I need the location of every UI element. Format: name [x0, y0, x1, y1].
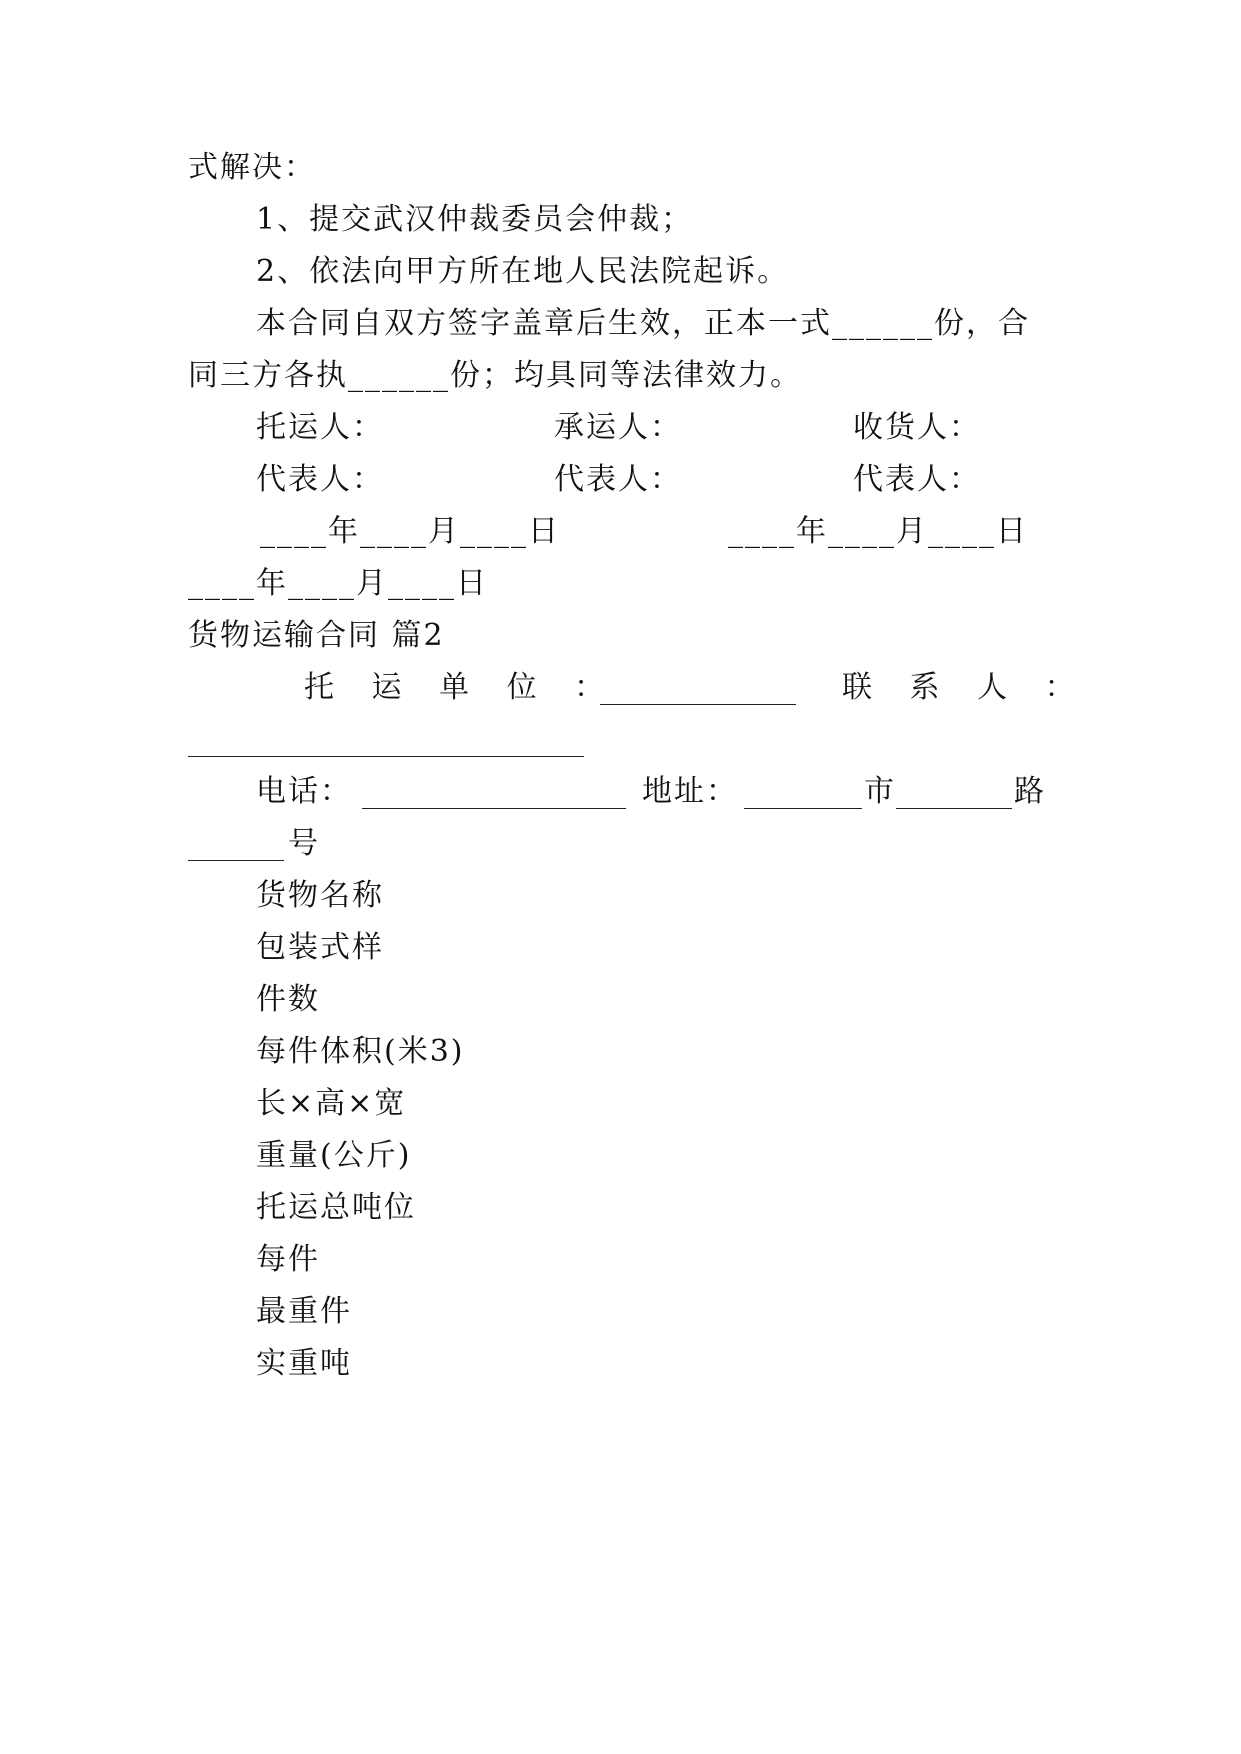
shipper-label: 托运人： — [256, 410, 384, 445]
contact-person-label: 联 系 人 ： — [842, 670, 1089, 705]
list-item-lawsuit: 2、依法向甲方所在地人民法院起诉。 — [256, 254, 790, 289]
carrier-label: 承运人： — [554, 410, 682, 445]
address-city-blank — [744, 808, 862, 809]
field-dimensions: 长×高×宽 — [256, 1086, 407, 1121]
address-city-suffix: 市 — [864, 774, 896, 809]
shipper-unit-blank — [600, 704, 796, 705]
phone-label: 电话： — [256, 774, 352, 809]
list-item-arbitration: 1、提交武汉仲裁委员会仲裁； — [256, 202, 694, 237]
consignee-representative-label: 代表人： — [853, 462, 981, 497]
address-road-suffix: 路 — [1014, 774, 1046, 809]
field-heaviest-piece: 最重件 — [256, 1294, 352, 1329]
address-road-blank — [896, 808, 1012, 809]
field-piece-count: 件数 — [256, 982, 320, 1017]
field-total-tonnage: 托运总吨位 — [256, 1190, 416, 1225]
field-packaging: 包装式样 — [256, 930, 384, 965]
shipper-unit-label: 托 运 单 位 ： — [304, 670, 619, 705]
field-per-piece: 每件 — [256, 1242, 320, 1277]
shipper-date-line: ____年____月____日 — [260, 514, 560, 549]
consignee-label: 收货人： — [853, 410, 981, 445]
field-actual-tons: 实重吨 — [256, 1346, 352, 1381]
field-volume-per-piece: 每件体积(米3) — [256, 1034, 465, 1069]
contact-person-blank — [188, 756, 584, 757]
consignee-date-line: ____年____月____日 — [188, 566, 488, 601]
section-title: 货物运输合同 篇2 — [188, 618, 445, 653]
shipper-representative-label: 代表人： — [256, 462, 384, 497]
carrier-representative-label: 代表人： — [554, 462, 682, 497]
field-goods-name: 货物名称 — [256, 878, 384, 913]
phone-blank — [362, 808, 626, 809]
field-weight: 重量(公斤) — [256, 1138, 412, 1173]
effectiveness-clause-line2: 同三方各执______份；均具同等法律效力。 — [188, 358, 802, 393]
address-number-suffix: 号 — [288, 826, 320, 861]
carrier-date-line: ____年____月____日 — [728, 514, 1028, 549]
effectiveness-clause-line1: 本合同自双方签字盖章后生效，正本一式______份，合 — [256, 306, 1030, 341]
address-label: 地址： — [642, 774, 738, 809]
paragraph-continuation: 式解决： — [188, 150, 316, 185]
address-number-blank — [188, 860, 284, 861]
